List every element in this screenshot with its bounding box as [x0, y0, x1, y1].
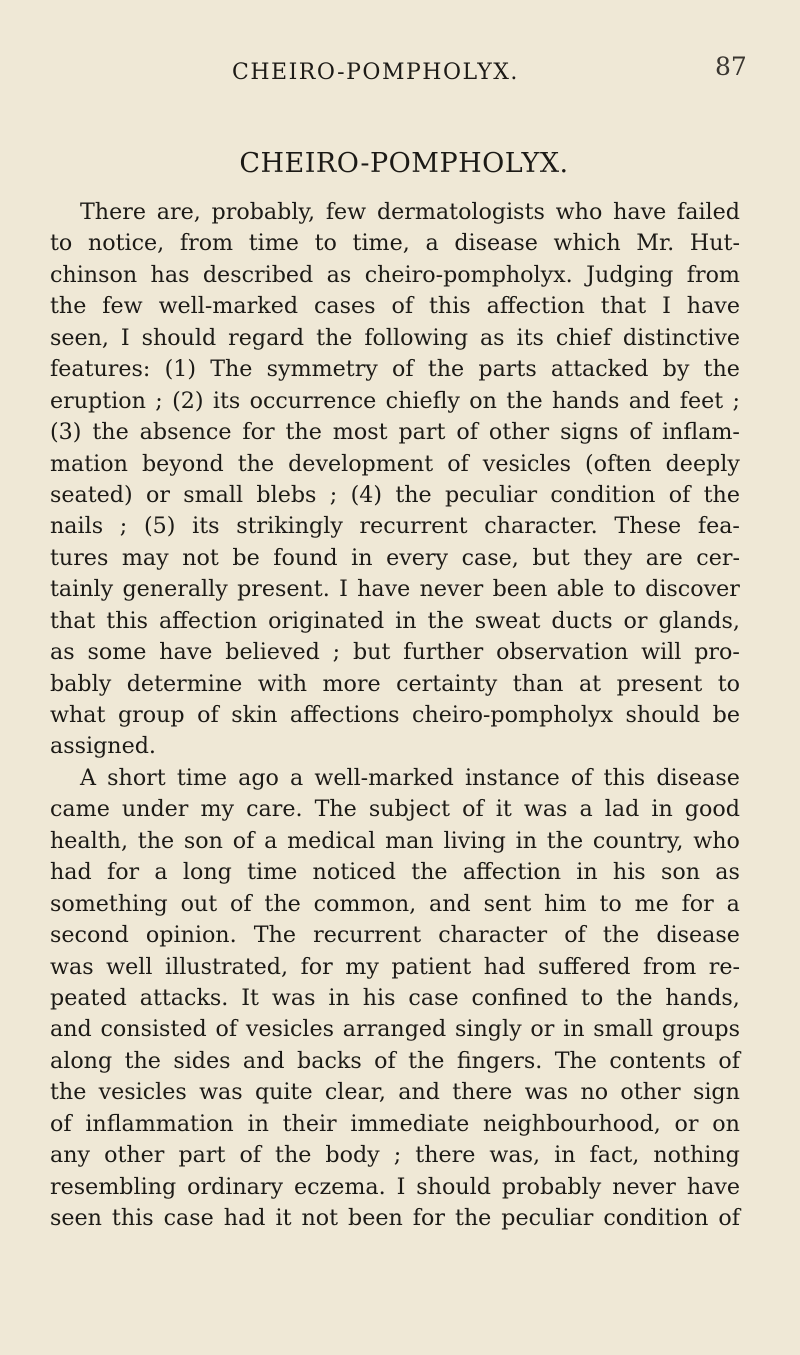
text-line: chinson has described as cheiro-pompholyx. Judging from [50, 261, 740, 288]
text-line: second opinion. The recurrent character of the disease [50, 922, 740, 949]
text-line: what group of skin affections cheiro-pompholyx should be [50, 702, 740, 728]
text-line: features: (1) The symmetry of the parts attacked by the [50, 356, 740, 383]
text-line: eruption ; (2) its occurrence chiefly on the hands and feet ; [50, 387, 740, 414]
running-head [0, 52, 800, 92]
text-line: assigned. [50, 733, 156, 760]
text-line: the vesicles was quite clear, and there was no other sign [50, 1079, 740, 1106]
text-line: A short time ago a well-marked instance of this disease [80, 764, 740, 791]
text-line: tainly generally present. I have never been able to discover [50, 576, 740, 603]
text-line: tures may not be found in every case, but they are cer- [50, 544, 740, 571]
text-line: as some have believed ; but further observation will pro- [50, 639, 740, 666]
text-line: seen, I should regard the following as its chief distinctive [50, 324, 740, 351]
text-line: any other part of the body ; there was, in fact, nothing [50, 1142, 740, 1169]
text-line: (3) the absence for the most part of other signs of inflam- [50, 419, 740, 446]
text-line: nails ; (5) its strikingly recurrent character. These fea- [50, 513, 740, 540]
text-line: the few well-marked cases of this affection that I have [50, 293, 740, 320]
text-line: and consisted of vesicles arranged singly or in small groups [50, 1016, 740, 1043]
text-line: something out of the common, and sent him to me for a [50, 890, 740, 917]
article-title: CHEIRO-POMPHOLYX. [239, 148, 569, 179]
text-line: resembling ordinary eczema. I should probably never have [50, 1173, 740, 1200]
text-line: There are, probably, few dermatologists who have failed [80, 199, 740, 225]
text-line: of inflammation in their immediate neighbourhood, or on [50, 1110, 740, 1137]
text-line: seated) or small blebs ; (4) the peculiar condition of the [50, 481, 740, 508]
running-title: CHEIRO-POMPHOLYX. [232, 60, 519, 85]
text-line: that this affection originated in the sweat ducts or glands, [50, 607, 740, 634]
text-line: was well illustrated, for my patient had suffered from re- [50, 953, 740, 980]
text-line: came under my care. The subject of it was a lad in good [50, 796, 740, 823]
text-line: bably determine with more certainty than at present to [50, 670, 740, 697]
text-line: had for a long time noticed the affection in his son as [50, 859, 740, 886]
text-line: along the sides and backs of the fingers. The contents of [50, 1047, 740, 1074]
text-line: peated attacks. It was in his case confined to the hands, [50, 984, 740, 1011]
text-line: mation beyond the development of vesicles (often deeply [50, 450, 740, 477]
text-line: health, the son of a medical man living in the country, who [50, 827, 740, 854]
article-body [50, 197, 740, 1234]
text-line: to notice, from time to time, a disease which Mr. Hut- [50, 230, 740, 257]
text-line: seen this case had it not been for the peculiar condition of [50, 1205, 740, 1231]
page-number: 87 [715, 52, 747, 81]
